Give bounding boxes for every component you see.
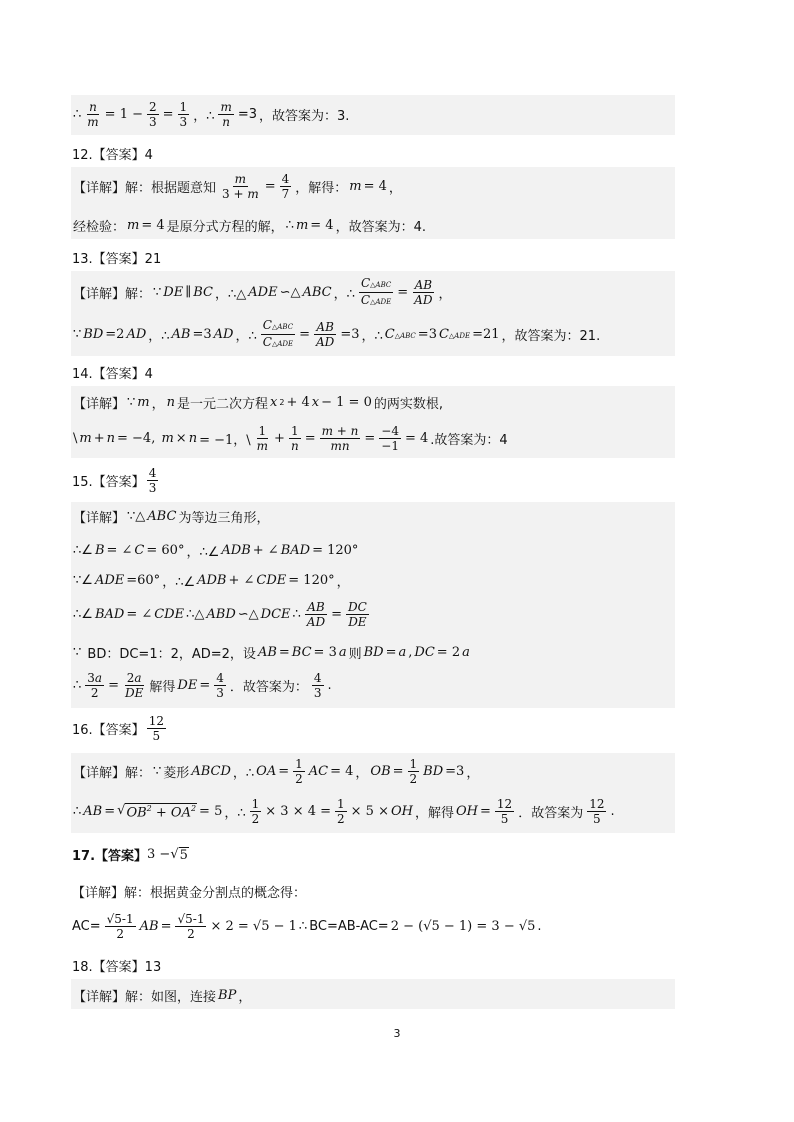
q11-line: ∴ $\frac{n}{m}$ = 1 − $\frac{2}{3}$ = $\frac{1}{3}$ ，∴ $\frac{m}{n}$ =3 ，故答案为：3. <box>73 100 350 129</box>
q16-detail-label: 【详解】解： <box>73 766 152 781</box>
q15-line3: ∵∠ ADE =60° ，∴∠ ADB + ∠ CDE = 120° ， <box>73 573 350 590</box>
q17-line2: AC= $\frac{√5-1}{2}$ AB = $\frac{√5-1}{2}$ × 2 = √5 − 1 ∴ BC=AB-AC= 2 − (√5 − 1) = 3 − √5 . <box>72 912 542 941</box>
q16-tail: ．故答案为 <box>518 806 584 821</box>
q15-line5: ∵ BD：DC=1：2，AD=2，设 AB = BC = 3 a 则 BD = a , DC = 2 a <box>73 645 470 662</box>
q18-bp: BP <box>218 988 237 1003</box>
q12-solve: ，解得： <box>295 181 348 196</box>
q14-line1: 【详解】 ∵ m ， n 是一元二次方程 x 2 + 4 x − 1 = 0 的两实数根, <box>73 395 443 412</box>
q14-text2: 的两实数根, <box>373 397 443 412</box>
q12-line1: 【详解】解：根据题意知 $\frac{m}{3 + m}$ = $\frac{4}{7}$ ，解得： m = 4 ， <box>73 172 402 201</box>
q17-line1 <box>72 882 306 901</box>
q15-l5a: BD：DC=1：2，AD=2，设 <box>87 647 256 662</box>
q12-line2: 经检验： m = 4 是原分式方程的解， ∴ m = 4 ，故答案为：4. <box>73 218 426 235</box>
q16-rhombus: 菱形 <box>163 766 190 781</box>
q12-check-end: ，故答案为：4. <box>335 220 426 235</box>
q16-answer: 16.【答案】 $\frac{12}{5}$ <box>72 714 164 743</box>
q14-answer: 14.【答案】4 <box>72 367 153 382</box>
q13-answer: 13.【答案】21 <box>72 252 162 267</box>
q17-bc: BC=AB-AC= <box>309 919 389 934</box>
q18-detail-label: 【详解】解：如图，连接 <box>73 990 217 1005</box>
q15-line2: ∴∠ B = ∠ C = 60° ，∴∠ ADB + ∠ BAD = 120° <box>73 543 359 560</box>
q15-answer: 15.【答案】 $\frac{4}{3}$ <box>72 466 157 495</box>
q14-detail-label: 【详解】 <box>73 397 126 412</box>
q14-tail: .故答案为：4 <box>430 433 508 448</box>
q15-line4: ∴∠ BAD = ∠ CDE ∴△ ABD ∽△ DCE ∴ $\frac{AB}{AD}$ = $\frac{DC}{DE}$ <box>73 600 367 629</box>
page-number: 3 <box>393 1027 401 1040</box>
q15-line6: ∴ $\frac{3a}{2}$ = $\frac{2a}{DE}$ 解得 DE = $\frac{4}{3}$ ．故答案为： $\frac{4}{3}$ . <box>73 671 332 700</box>
q12-check-prefix: 经检验： <box>73 220 126 235</box>
q14-text1: 是一元二次方程 <box>177 397 269 412</box>
q17-answer: 17.【答案】 3 − √ 5 <box>72 846 188 864</box>
q13-detail-label: 【详解】解： <box>73 287 152 302</box>
q15-answer-label: 15.【答案】 <box>72 475 145 490</box>
q17-detail-label: 【详解】解：根据黄金分割点的概念得： <box>72 886 307 901</box>
q12-check-mid: 是原分式方程的解， <box>166 220 284 235</box>
q15-text1: 为等边三角形， <box>178 511 270 526</box>
q16-line2: ∴ AB = √ $OB^2 + OA^2$ = 5 ，∴ $\frac{1}{2}$ × 3 × 4 = $\frac{1}{2}$ × 5 × OH ，解得 OH = $\frac{12}{5}$ ．故答案为 $\frac{12}{5}$ . <box>73 797 615 826</box>
q15-l5b: 则 <box>348 647 362 662</box>
q14-line2: \ m + n = −4, m × n = −1，\ $\frac{1}{m}$ + $\frac{1}{n}$ = $\frac{m + n}{mn}$ = $\frac{-4}{-1}$ = 4 .故答案为：4 <box>73 424 508 453</box>
q13-line1: 【详解】解： ∵ DE ∥ BC ，∴△ ADE ∽△ ABC ，∴ $\frac{\text{C△ABC}}{\text{C△ADE}}$ = $\frac{AB}{AD}$ ， <box>73 276 452 307</box>
q12-answer: 12.【答案】4 <box>72 148 153 163</box>
q13-tail: ，故答案为：21. <box>501 329 601 344</box>
q13-line2: ∵ BD =2 AD ，∴ AB =3 AD ，∴ $\frac{\text{C△ABC}}{\text{C△ADE}}$ = $\frac{AB}{AD}$ =3 ，∴ C△ABC =3 C△ADE =21 ，故答案为：21. <box>73 318 601 349</box>
q16-line1: 【详解】解： ∵ 菱形 ABCD ，∴ OA = $\frac{1}{2}$ AC = 4 ， OB = $\frac{1}{2}$ BD =3 ， <box>73 757 480 786</box>
q18-line1: 【详解】解：如图，连接 BP ， <box>73 988 252 1005</box>
q18-answer: 18.【答案】13 <box>72 960 162 975</box>
q12-detail-label: 【详解】解：根据题意知 <box>73 181 217 196</box>
q15-l6b: ．故答案为： <box>229 680 308 695</box>
q17-answer-label: 17.【答案】 <box>72 849 148 864</box>
q15-l6a: 解得 <box>149 680 176 695</box>
q15-line1: 【详解】 ∵△ ABC 为等边三角形， <box>73 509 270 526</box>
q16-answer-label: 16.【答案】 <box>72 723 145 738</box>
q11-tail: ，故答案为：3. <box>259 109 350 124</box>
q15-detail-label: 【详解】 <box>73 511 126 526</box>
q16-solve: ，解得 <box>414 806 454 821</box>
q17-ac: AC= <box>72 919 101 934</box>
